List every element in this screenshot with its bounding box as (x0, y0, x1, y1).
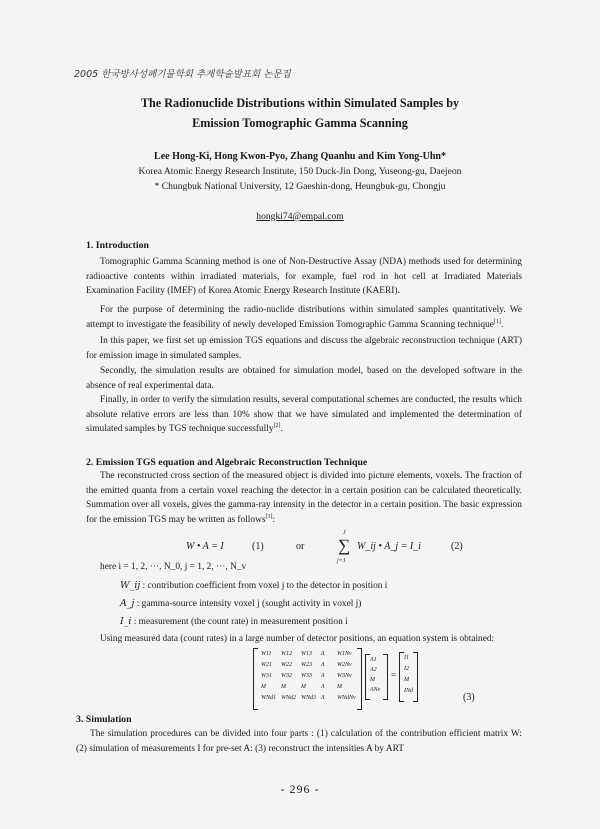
tgs-paragraph-2: Using measured data (count rates) in a large number of detector positions, an equation system is obtained: (100, 634, 495, 644)
definition-a: A_j : gamma-source intensity voxel j (sought activity in voxel j) (120, 598, 362, 609)
vector-a-entry: A2 (370, 667, 377, 673)
matrix-cell: W21 (261, 662, 272, 668)
vector-a-entry: ANv (370, 687, 381, 693)
affiliation-2: * Chungbuk National University, 12 Gaeshin-dong, Heungbuk-gu, Chongju (154, 181, 446, 192)
simulation-paragraph-1: The simulation procedures can be divided into four parts : (1) calculation of the contribution efficient matrix W: (2) simulation of measurements I for pre-set A: (3) reconstruct the intensities A by ART (76, 729, 522, 754)
matrix-cell: Λ (321, 695, 325, 701)
authors: Lee Hong-Ki, Hong Kwon-Pyo, Zhang Quanhu and Kim Yong-Uhn* (154, 151, 446, 162)
intro-paragraph-5: Finally, in order to verify the simulation results, several computational schemes are conducted, the results which absolute relative errors are less than 10% show that we have simulated and implemented the determination of simulated samples by TGS technique successfully[2]. (86, 395, 522, 434)
proceedings-header: 2005 한국방사성폐기물학회 추계학술발표회 논문집 (74, 69, 291, 80)
vector-a-right-bracket (383, 654, 388, 700)
intro-paragraph-3: In this paper, we first set up emission TGS equations and discuss the algebraic reconstruction technique (ART) for emission image in simulated samples. (86, 336, 522, 361)
matrix-cell: W33 (301, 673, 312, 679)
vector-i-entry: INd (404, 688, 413, 694)
matrix-right-bracket (357, 648, 362, 710)
paper-title-line1: The Radionuclide Distributions within Simulated Samples by (140, 96, 460, 110)
matrix-cell: W22 (281, 662, 292, 668)
vector-a-entry: A1 (370, 657, 377, 663)
matrix-cell: W3Nv (337, 673, 352, 679)
vector-i-entry: I2 (404, 666, 409, 672)
matrix-cell: Λ (321, 651, 325, 657)
vector-i-right-bracket (413, 652, 418, 702)
matrix-cell: Λ (321, 684, 325, 690)
equation-1: W • A = I (186, 541, 224, 552)
section-heading-introduction: 1. Introduction (86, 240, 149, 251)
vector-i-entry: M (404, 677, 409, 683)
index-ranges: here i = 1, 2, ···, N_0, j = 1, 2, ···, N_v (100, 562, 247, 572)
paper-title-line2: Emission Tomographic Gamma Scanning (192, 116, 408, 130)
vector-a-entry: M (370, 677, 375, 683)
equation-2-number: (2) (451, 541, 463, 552)
matrix-cell: M (281, 684, 286, 690)
matrix-cell: W2Nv (337, 662, 352, 668)
matrix-cell: W31 (261, 673, 272, 679)
matrix-cell: WNd2 (281, 695, 296, 701)
matrix-cell: W11 (261, 651, 272, 657)
matrix-cell: Λ (321, 662, 325, 668)
intro-paragraph-1: Tomographic Gamma Scanning method is one of Non-Destructive Assay (NDA) methods used for determining radioactive contents within irradiated materials, for example, fuel rod in hot cell at Irradiated Materials Examination Facility (IMEF) of Korea Atomic Energy Research Institute (KAERI). (86, 257, 522, 296)
author-email[interactable]: hongki74@empal.com (256, 211, 344, 222)
vector-i-entry: I1 (404, 655, 409, 661)
matrix-cell: M (337, 684, 342, 690)
matrix-cell: WNd3 (301, 695, 316, 701)
matrix-cell: W1Nv (337, 651, 352, 657)
sum-upper-limit: J (343, 530, 346, 536)
matrix-cell: M (261, 684, 266, 690)
affiliation-1: Korea Atomic Energy Research Institute, 150 Duck-Jin Dong, Yuseong-gu, Daejeon (138, 166, 462, 177)
section-heading-simulation: 3. Simulation (76, 714, 132, 725)
definition-w: W_ij : contribution coefficient from voxel j to the detector in position i (120, 580, 388, 591)
matrix-cell: W13 (301, 651, 312, 657)
definition-i: I_i : measurement (the count rate) in measurement position i (120, 616, 348, 627)
matrix-equation (253, 648, 413, 710)
matrix-cell: WNdNv (337, 695, 356, 701)
matrix-cell: W32 (281, 673, 292, 679)
matrix-left-bracket (253, 648, 258, 710)
equation-2: W_ij • A_j = I_i (357, 541, 421, 552)
sum-lower-limit: j=1 (337, 558, 346, 564)
intro-paragraph-2: For the purpose of determining the radio-nuclide distributions within simulated samples quantitatively. We attempt to investigate the feasibility of newly developed Emission Tomographic Gamma Scanning technique[1]. (86, 305, 522, 330)
tgs-paragraph-1: The reconstructed cross section of the measured object is divided into picture elements, voxels. The fraction of the emitted quanta from a certain voxel reaching the detector in a certain position can be calculated theoretically. Summation over all voxels, gives the gamma-ray intensity in the detector in a certain position. The basic expression for the emission TGS may be written as follows[3]: (86, 471, 522, 525)
matrix-cell: W12 (281, 651, 292, 657)
matrix-cell: W23 (301, 662, 312, 668)
equation-1-number: (1) (252, 541, 264, 552)
matrix-cell: WNd1 (261, 695, 276, 701)
matrix-equals: = (391, 670, 397, 680)
matrix-cell: M (301, 684, 306, 690)
equation-3-number: (3) (463, 692, 475, 703)
sum-symbol: ∑ (338, 536, 351, 555)
equation-or: or (296, 541, 305, 552)
intro-paragraph-4: Secondly, the simulation results are obtained for simulation model, based on the developed software in the absence of real experimental data. (86, 366, 522, 391)
page-number: - 296 - (280, 782, 320, 796)
matrix-cell: Λ (321, 673, 325, 679)
section-heading-emission-tgs: 2. Emission TGS equation and Algebraic Reconstruction Technique (86, 457, 368, 468)
